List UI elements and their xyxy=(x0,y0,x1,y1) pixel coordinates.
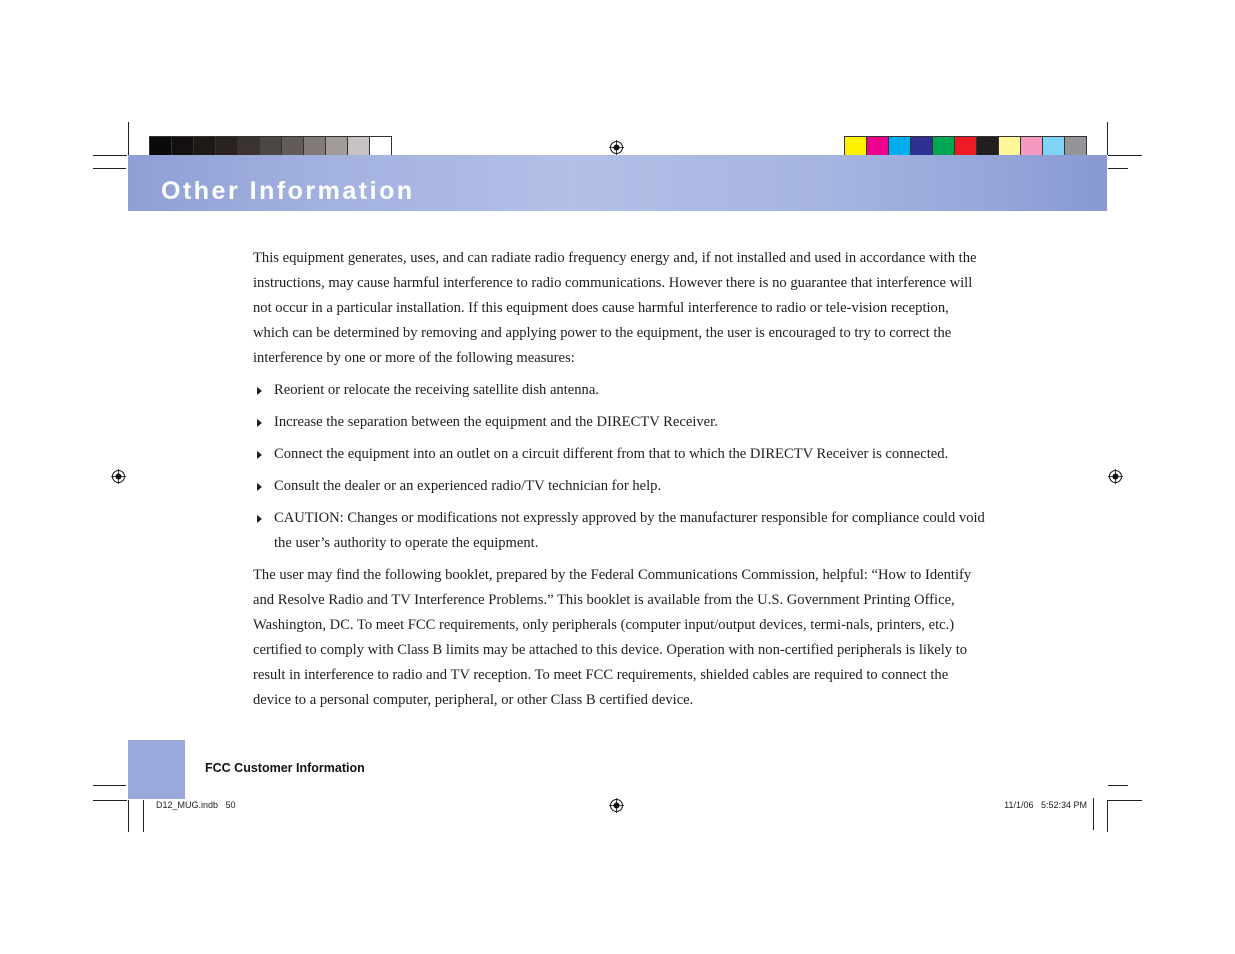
timestamp-slug: 11/1/06 5:52:34 PM xyxy=(1004,800,1087,810)
page-title: Other Information xyxy=(161,177,415,205)
intro-paragraph: This equipment generates, uses, and can radiate radio frequency energy and, if not installed and used in accordance with the instructions, may cause harmful interference to radio communications. However there is no guarantee that interference will not occur in a particular installation. If this equipment does cause harmful interference to radio or tele-vision reception, which can be determined by removing and applying power to the equipment, the user is encouraged to try to correct the interference by one or more of the following measures: xyxy=(253,250,977,366)
bullet-arrow-icon xyxy=(257,419,262,427)
registration-mark-icon xyxy=(111,469,126,484)
registration-mark-icon xyxy=(609,140,624,155)
crop-mark xyxy=(1108,785,1128,786)
crop-mark xyxy=(143,800,144,832)
footer-section-label: FCC Customer Information xyxy=(205,761,365,775)
crop-mark xyxy=(93,168,126,169)
registration-mark-icon xyxy=(1108,469,1123,484)
crop-mark xyxy=(1108,800,1142,801)
crop-mark xyxy=(93,800,127,801)
crop-mark xyxy=(128,800,129,832)
list-item: Reorient or relocate the receiving satellite dish antenna. xyxy=(253,378,988,403)
bullet-arrow-icon xyxy=(257,515,262,523)
crop-mark xyxy=(93,155,127,156)
list-item: CAUTION: Changes or modifications not expressly approved by the manufacturer responsible for compliance could void the user’s authority to operate the equipment. xyxy=(253,506,988,556)
bullet-arrow-icon xyxy=(257,387,262,395)
footer-color-block xyxy=(128,740,185,799)
bullet-arrow-icon xyxy=(257,483,262,491)
file-slug: D12_MUG.indb 50 xyxy=(156,800,236,810)
registration-mark-icon xyxy=(609,798,624,813)
list-item: Connect the equipment into an outlet on a circuit different from that to which the DIRECTV Receiver is connected. xyxy=(253,442,988,467)
list-item: Increase the separation between the equipment and the DIRECTV Receiver. xyxy=(253,410,988,435)
crop-mark xyxy=(1093,798,1094,830)
crop-mark xyxy=(128,122,129,155)
crop-mark xyxy=(1107,800,1108,832)
crop-mark xyxy=(1108,168,1128,169)
closing-paragraph: The user may find the following booklet, prepared by the Federal Communications Commission, helpful: “How to Identify and Resolve Radio and TV Interference Problems.” This booklet is available from the U.S. Government Printing Office, Washington, DC. To meet FCC requirements, only peripherals (computer input/output devices, termi-nals, printers, etc.) certified to comply with Class B limits may be attached to this device. Operation with non-certified peripherals is likely to result in interference to radio and TV reception. To meet FCC requirements, shielded cables are required to connect the device to a personal computer, peripheral, or other Class B certified device. xyxy=(253,567,972,708)
body-text xyxy=(253,246,988,713)
crop-mark xyxy=(93,785,126,786)
list-item: Consult the dealer or an experienced radio/TV technician for help. xyxy=(253,474,988,499)
crop-mark xyxy=(1107,122,1108,155)
crop-mark xyxy=(1108,155,1142,156)
bullet-arrow-icon xyxy=(257,451,262,459)
